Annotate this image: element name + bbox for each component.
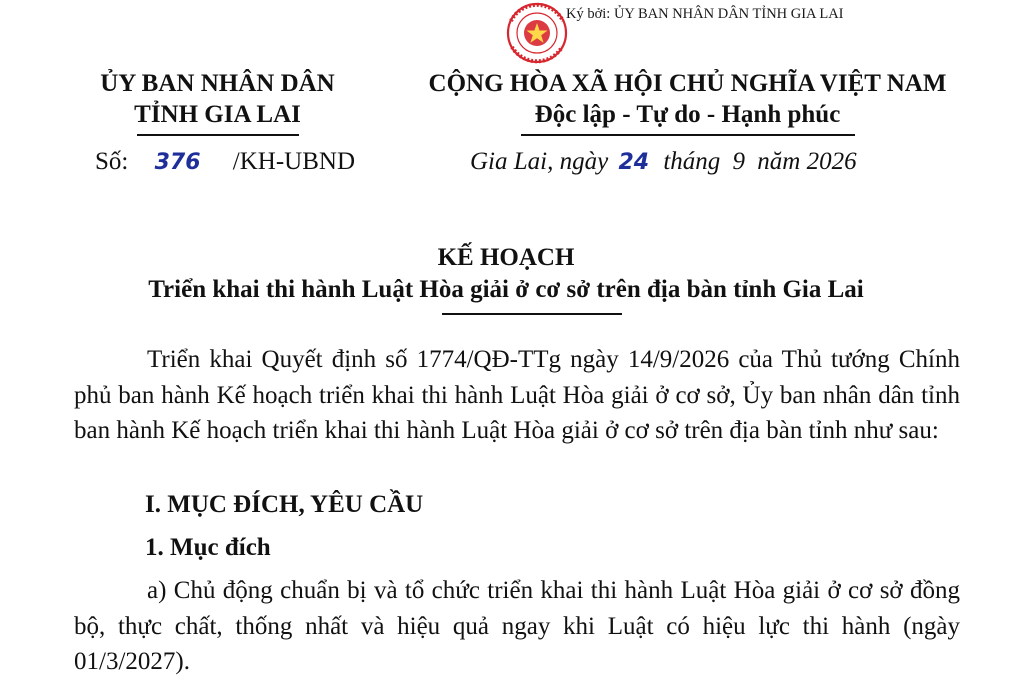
- year-text: năm 2026: [757, 148, 857, 175]
- place-date-prefix: Gia Lai, ngày: [470, 148, 609, 175]
- document-type-title: KẾ HOẠCH: [437, 244, 575, 271]
- number-value: 376: [154, 150, 201, 175]
- motto-underline: [521, 134, 855, 136]
- section-heading: I. MỤC ĐÍCH, YÊU CẦU: [145, 491, 424, 518]
- national-motto: Độc lập - Tự do - Hạnh phúc: [534, 101, 841, 128]
- subsection-heading: 1. Mục đích: [145, 534, 271, 561]
- month-label: tháng: [663, 148, 721, 175]
- number-prefix: Số:: [95, 148, 129, 175]
- day-value: 24: [618, 150, 650, 175]
- item-a-paragraph: a) Chủ động chuẩn bị và tổ chức triển khai thi hành Luật Hòa giải ở cơ sở đồng bộ, thực chất, thống nhất và hiệu quả ngay khi Luật có hiệu lực thi hành (ngày 01/3/2027).: [74, 577, 960, 675]
- digital-signer-label: Ký bởi: ỦY BAN NHÂN DÂN TỈNH GIA LAI: [566, 6, 844, 22]
- agency-underline: [137, 134, 299, 136]
- number-suffix: /KH-UBND: [232, 148, 356, 175]
- agency-name-line2: TỈNH GIA LAI: [134, 101, 301, 128]
- document-subject: Triển khai thi hành Luật Hòa giải ở cơ sở trên địa bàn tỉnh Gia Lai: [148, 276, 864, 303]
- title-underline: [442, 313, 622, 315]
- agency-name-line1: ỦY BAN NHÂN DÂN: [100, 70, 335, 97]
- official-seal-icon: [498, 1, 576, 65]
- state-name: CỘNG HÒA XÃ HỘI CHỦ NGHĨA VIỆT NAM: [428, 70, 947, 97]
- place-date: [470, 148, 857, 176]
- intro-paragraph: Triển khai Quyết định số 1774/QĐ-TTg ngày 14/9/2026 của Thủ tướng Chính phủ ban hành Kế hoạch triển khai thi hành Luật Hòa giải ở cơ sở, Ủy ban nhân dân tỉnh ban hành Kế hoạch triển khai thi hành Luật Hòa giải ở cơ sở trên địa bàn tỉnh như sau:: [74, 346, 960, 444]
- month-value: 9: [732, 148, 746, 175]
- document-number: [95, 148, 355, 176]
